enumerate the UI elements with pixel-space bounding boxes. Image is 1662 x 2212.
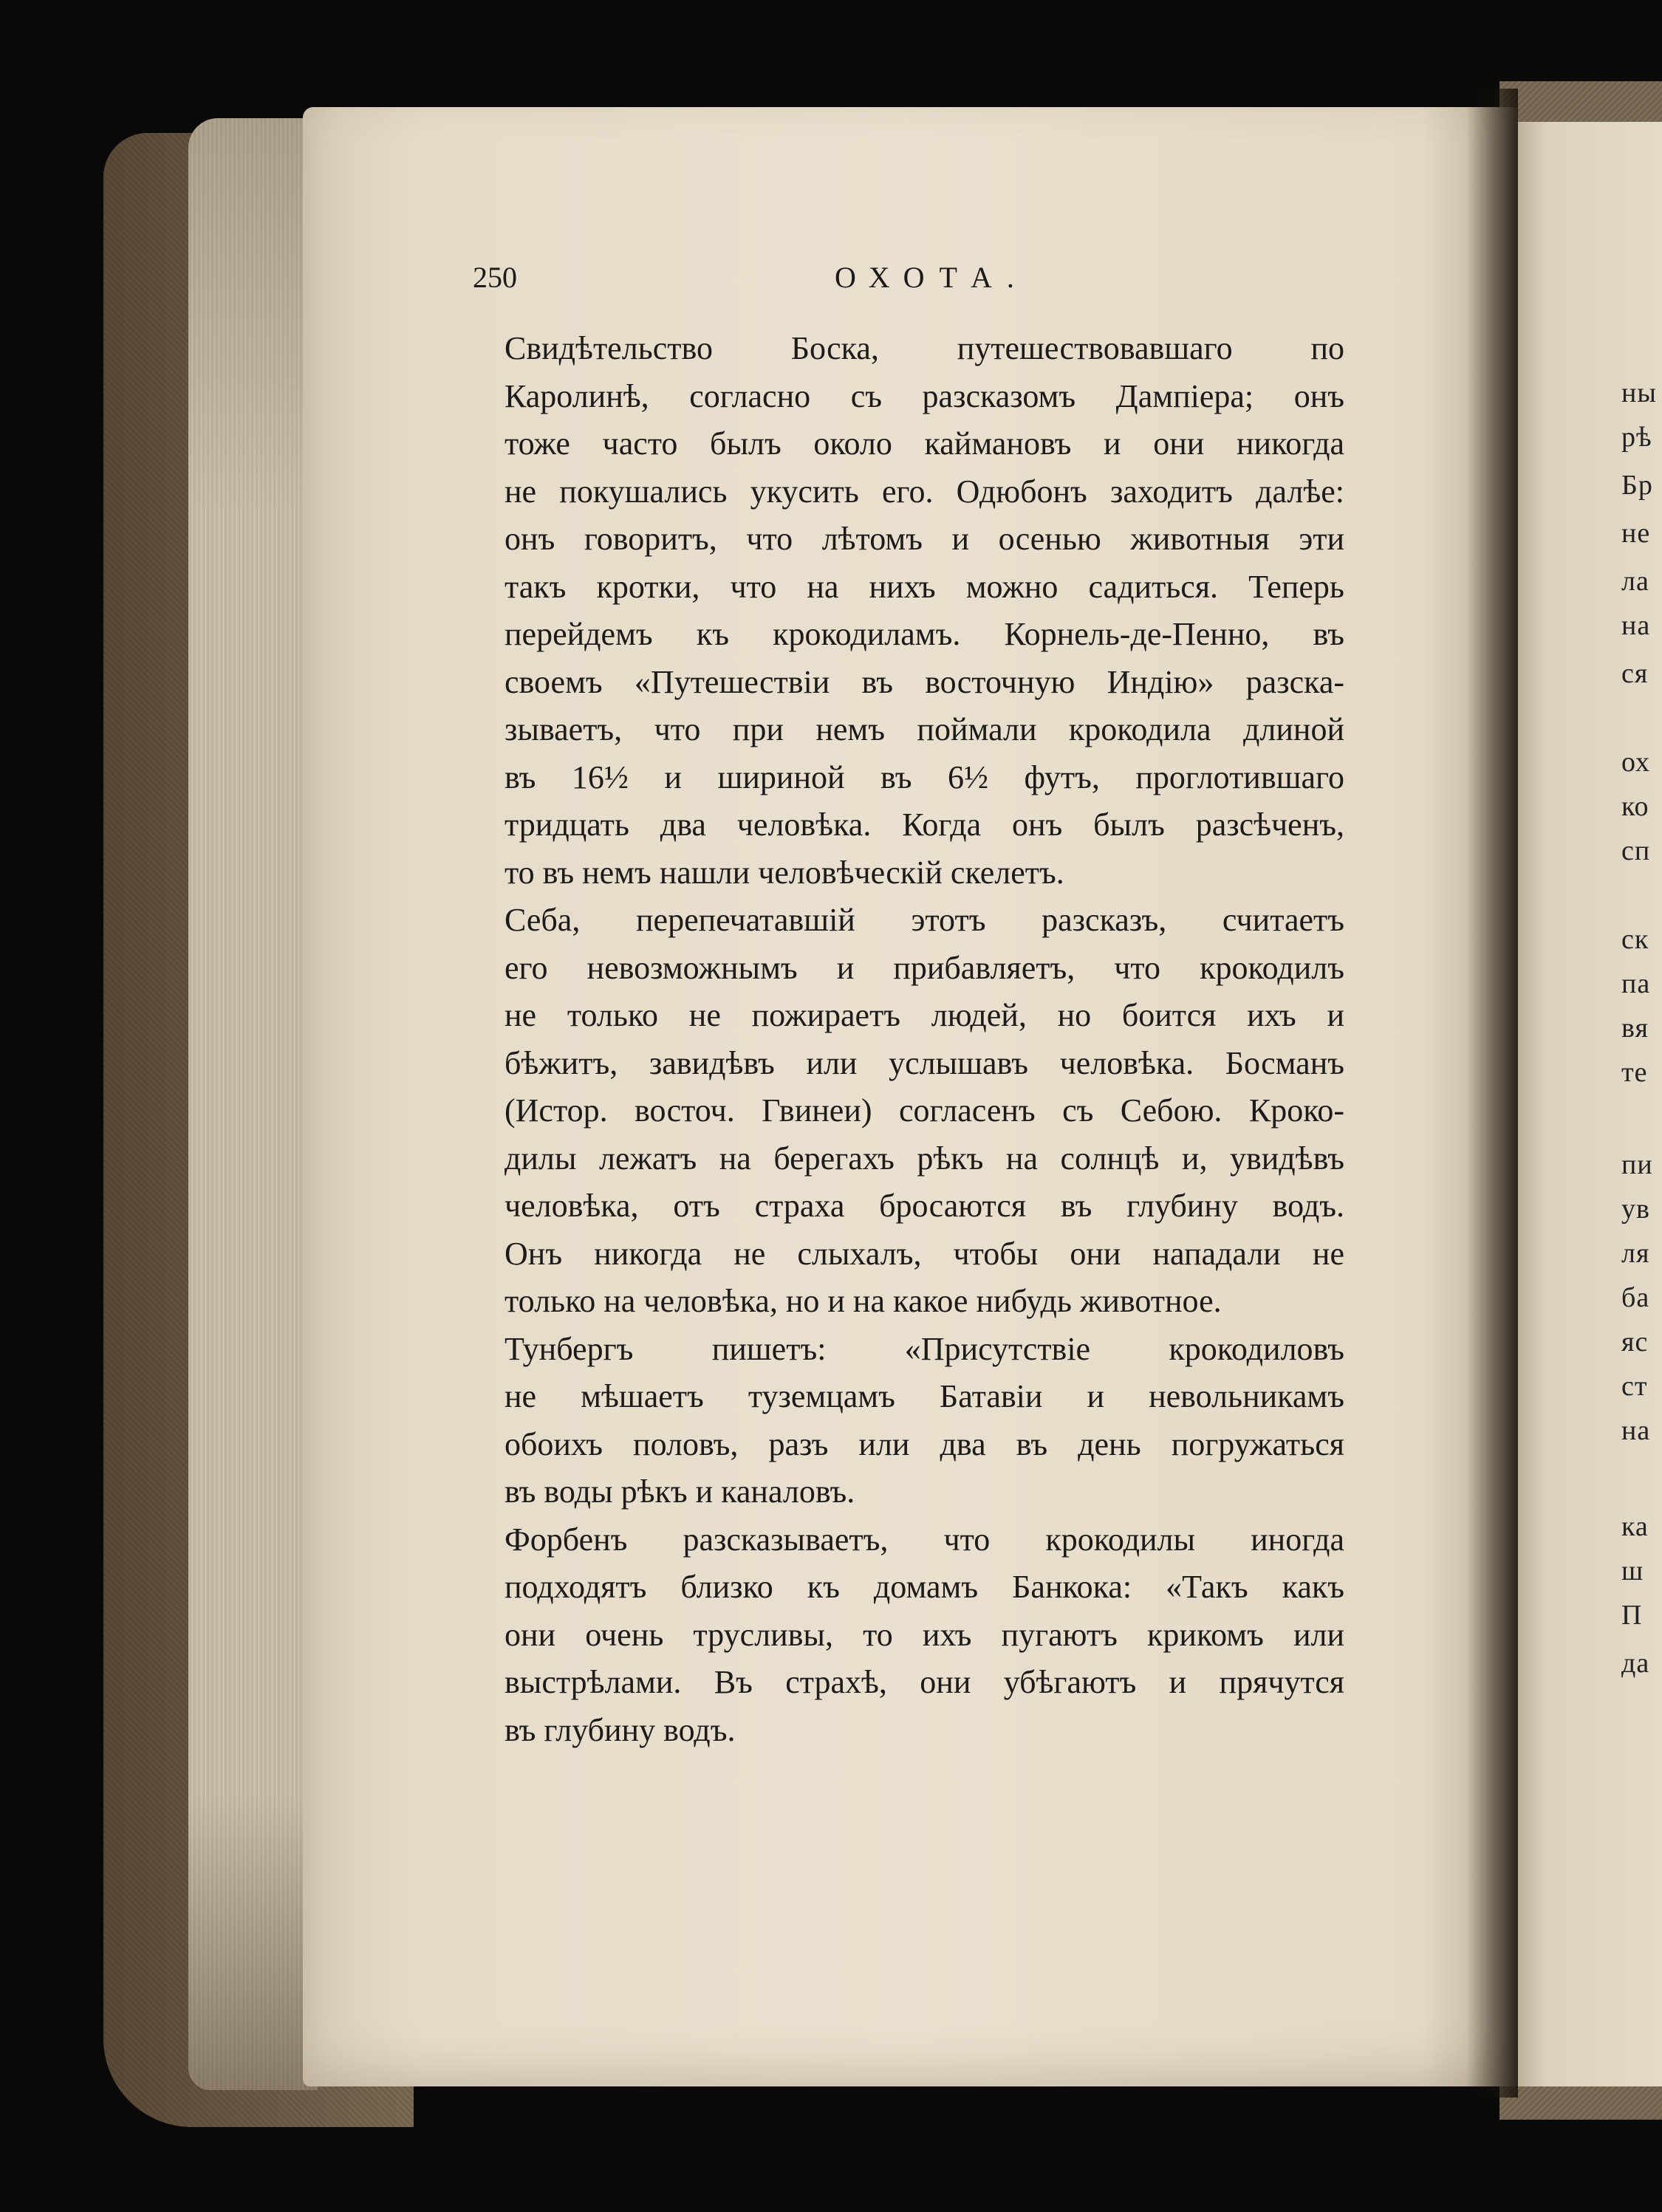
page-number: 250 — [473, 261, 517, 294]
text-line: тридцать два человѣка. Когда онъ былъ разсѣченъ, — [505, 807, 1344, 843]
facing-page-line: П — [1621, 1600, 1643, 1631]
gutter-shadow — [1466, 89, 1518, 2098]
facing-page-line: вя — [1621, 1013, 1649, 1044]
text-line: Форбенъ разсказываетъ, что крокодилы иногда — [505, 1521, 1344, 1558]
paragraph — [462, 1326, 1344, 1516]
facing-page-line: ба — [1621, 1282, 1650, 1313]
facing-page-line: ох — [1621, 747, 1651, 778]
facing-page-line: да — [1621, 1648, 1650, 1679]
text-line: перейдемъ къ крокодиламъ. Корнель-де-Пенно, въ — [505, 616, 1344, 652]
facing-page-line: ск — [1621, 924, 1649, 955]
facing-page-line: сп — [1621, 835, 1651, 866]
text-line: онъ говоритъ, что лѣтомъ и осенью животныя эти — [505, 521, 1344, 557]
running-title: ОХОТА. — [835, 261, 1029, 294]
text-line: тоже часто былъ около каймановъ и они никогда — [505, 425, 1344, 462]
facing-page-line: рѣ — [1621, 422, 1652, 453]
page-edges — [188, 118, 318, 2090]
text-line: Себа, перепечатавшій этотъ разсказъ, считаетъ — [505, 902, 1344, 938]
text-line: Онъ никогда не слыхалъ, чтобы они нападали не — [505, 1235, 1344, 1272]
text-line: подходятъ близко къ домамъ Банкока: «Такъ какъ — [505, 1569, 1344, 1605]
text-line: Каролинѣ, согласно съ разсказомъ Дампіера; онъ — [505, 377, 1344, 414]
text-line: бѣжитъ, завидѣвъ или услышавъ человѣка. Босманъ — [505, 1044, 1344, 1081]
facing-page-line: на — [1621, 610, 1651, 641]
facing-page-line: ся — [1621, 658, 1649, 689]
facing-page-line: па — [1621, 968, 1651, 999]
text-line: Свидѣтельство Боска, путешествовавшаго по — [505, 330, 1344, 366]
facing-page-line: ув — [1621, 1194, 1650, 1225]
facing-page-line: ны — [1621, 377, 1657, 408]
text-line: зываетъ, что при немъ поймали крокодила длиной — [505, 711, 1344, 747]
text-line: его невозможнымъ и прибавляетъ, что крокодилъ — [505, 949, 1344, 986]
facing-page-line: пи — [1621, 1149, 1653, 1180]
text-line: то въ немъ нашли человѣческій скелетъ. — [505, 854, 1064, 891]
page-header — [473, 260, 1029, 304]
facing-page-line: ко — [1621, 791, 1649, 822]
paragraph — [462, 897, 1344, 1326]
text-line: въ глубину водъ. — [505, 1711, 736, 1748]
facing-page-line: ла — [1621, 566, 1649, 597]
text-line: въ 16½ и шириной въ 6½ футъ, проглотившаго — [505, 759, 1344, 795]
text-line: своемъ «Путешествіи въ восточную Индію» разска- — [505, 663, 1344, 700]
facing-page-line: яс — [1621, 1326, 1649, 1357]
facing-page-line: не — [1621, 518, 1651, 549]
text-line: человѣка, отъ страха бросаются въ глубину водъ. — [505, 1188, 1344, 1224]
text-line: такъ кротки, что на нихъ можно садиться. Теперь — [505, 568, 1344, 605]
text-line: въ воды рѣкъ и каналовъ. — [505, 1473, 855, 1510]
text-line: не мѣшаетъ туземцамъ Батавіи и невольникамъ — [505, 1378, 1344, 1414]
facing-page-line: те — [1621, 1057, 1648, 1088]
facing-page-line: ш — [1621, 1555, 1644, 1586]
text-line: только на человѣка, но и на какое нибудь животное. — [505, 1283, 1222, 1319]
paragraph — [462, 1516, 1344, 1755]
text-line: не только не пожираетъ людей, но боится ихъ и — [505, 997, 1344, 1033]
paragraph — [462, 325, 1344, 897]
facing-page-line: ст — [1621, 1371, 1648, 1402]
facing-page-line: ка — [1621, 1511, 1649, 1542]
text-line: они очень трусливы, то ихъ пугаютъ крикомъ или — [505, 1616, 1344, 1653]
facing-page-line: на — [1621, 1415, 1651, 1446]
text-line: выстрѣлами. Въ страхѣ, они убѣгаютъ и прячутся — [505, 1664, 1344, 1700]
facing-page-line: ля — [1621, 1238, 1650, 1269]
facing-page-line: Бр — [1621, 470, 1653, 501]
facing-page — [1511, 122, 1662, 2086]
text-line: обоихъ половъ, разъ или два въ день погружаться — [505, 1425, 1344, 1462]
body-text — [462, 325, 1344, 1754]
text-line: не покушались укусить его. Одюбонъ заходитъ далѣе: — [505, 473, 1344, 510]
text-line: дилы лежатъ на берегахъ рѣкъ на солнцѣ и, увидѣвъ — [505, 1140, 1344, 1177]
text-line: (Истор. восточ. Гвинеи) согласенъ съ Себою. Кроко- — [505, 1092, 1344, 1129]
text-line: Тунбергъ пишетъ: «Присутствіе крокодиловъ — [505, 1330, 1344, 1367]
